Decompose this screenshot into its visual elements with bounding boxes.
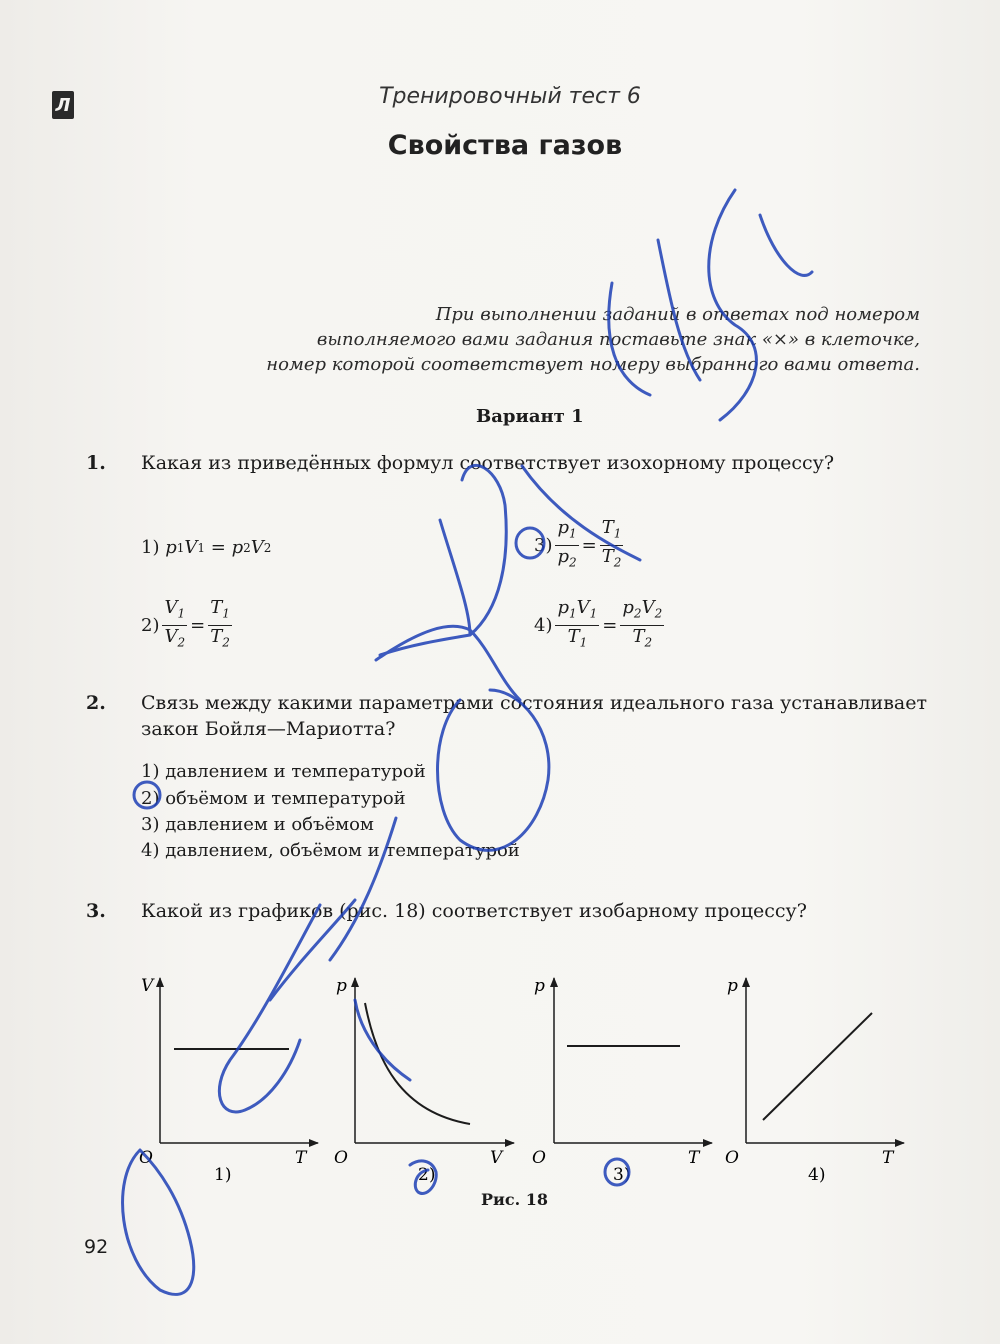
question-text: Какой из графиков (рис. 18) соответствует изобарному процессу? <box>141 900 807 922</box>
option-label: 4) <box>534 614 553 636</box>
y-axis-label: p <box>336 976 347 996</box>
test-title: Тренировочный тест 6 <box>379 84 641 109</box>
answer-option[interactable]: 3) давлением и объёмом <box>141 814 374 835</box>
option-label: 1) <box>141 537 160 558</box>
option-2[interactable]: 2) $\frac{V_1}{V_2}$ = $\frac{T_1}{T_2}$ <box>141 597 230 650</box>
answer-option[interactable]: 1) давлением и температурой <box>141 761 426 782</box>
origin-label: O <box>139 1148 153 1168</box>
y-axis-label: p <box>727 976 738 996</box>
graph-2 <box>334 976 514 1185</box>
question-number: 1. <box>86 452 106 474</box>
instructions <box>130 302 920 377</box>
answer-option[interactable]: 4) давлением, объёмом и температурой <box>141 840 520 861</box>
origin-label: O <box>725 1148 739 1168</box>
graph-curve <box>365 1003 470 1124</box>
variant-title: Вариант 1 <box>476 406 584 427</box>
y-axis-label: V <box>141 976 154 996</box>
origin-label: O <box>334 1148 348 1168</box>
graph-line <box>763 1013 872 1120</box>
graph-label: 4) <box>808 1165 826 1185</box>
answer-option[interactable]: 2) объёмом и температурой <box>141 788 406 809</box>
x-axis-label: T <box>882 1148 894 1168</box>
figure-caption: Рис. 18 <box>481 1190 549 1209</box>
instruction-line: номер которой соответствует номеру выбранного вами ответа. <box>266 354 920 375</box>
instruction-line: При выполнении заданий в ответах под номером <box>435 304 920 325</box>
option-3[interactable]: 3) $\frac{p_1}{p_2}$ = $\frac{T_1}{T_2}$ <box>534 517 622 570</box>
graph-1 <box>139 976 318 1185</box>
question-text: Какая из приведённых формул соответствует изохорному процессу? <box>141 452 835 474</box>
option-label: 2) <box>141 614 160 636</box>
y-axis-label: p <box>534 976 545 996</box>
graph-label: 2) <box>418 1165 436 1185</box>
figure-18-graphs <box>0 960 1000 1200</box>
topic-title: Свойства газов <box>387 130 623 161</box>
page-number: 92 <box>84 1236 109 1258</box>
x-axis-label: T <box>295 1148 307 1168</box>
question-number: 2. <box>86 692 106 714</box>
graph-label: 1) <box>214 1165 232 1185</box>
graph-label: 3) <box>613 1165 631 1185</box>
graph-3 <box>532 976 712 1185</box>
origin-label: O <box>532 1148 546 1168</box>
publisher-logo-icon: Л <box>52 91 74 119</box>
question-text: Связь между какими параметрами состояния идеального газа устанавливает закон Бойля—Мариотта? <box>141 692 927 740</box>
x-axis-label: V <box>490 1148 503 1168</box>
option-1[interactable]: 1) p 1 V 1 = p 2 V 2 <box>141 537 272 558</box>
graph-4 <box>725 976 904 1185</box>
question-number: 3. <box>86 900 106 922</box>
x-axis-label: T <box>688 1148 700 1168</box>
instruction-line: выполняемого вами задания поставьте знак «×» в клеточке, <box>316 329 920 350</box>
option-label: 3) <box>534 534 553 556</box>
option-4[interactable]: 4) $\frac{p_1V_1}{T_1}$ = $\frac{p_2V_2}{T_2}$ <box>534 597 663 650</box>
